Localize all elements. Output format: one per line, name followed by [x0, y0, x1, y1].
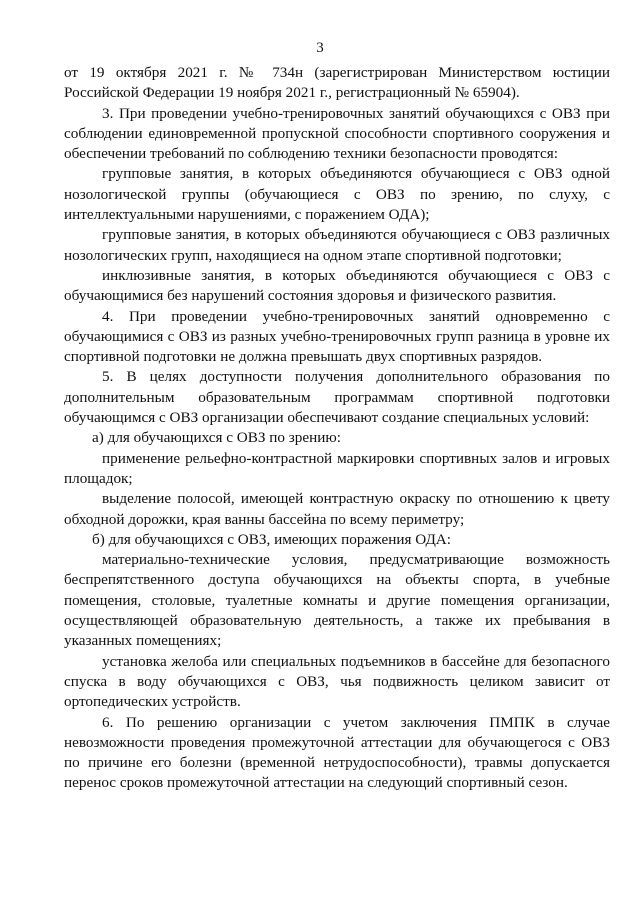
- paragraph-item-3: 3. При проведении учебно-тренировочных занятий обучающихся с ОВЗ при соблюдении единовременной пропускной способности спортивного сооружения и обеспечении требований по соблюдению техники безопасности проводятся:: [64, 104, 610, 163]
- paragraph-pool-lifts: установка желоба или специальных подъемников в бассейне для безопасного спуска в воду обучающихся с ОВЗ, чья подвижность целиком зависит от ортопедических устройств.: [64, 652, 610, 711]
- paragraph-contrast-strip: выделение полосой, имеющей контрастную окраску по отношению к цвету обходной дорожки, края ванны бассейна по всему периметру;: [64, 490, 610, 528]
- paragraph-item-5: 5. В целях доступности получения дополнительного образования по дополнительным образовательным программам спортивной подготовки обучающимся с ОВЗ организации обеспечивают создание специальных условий:: [64, 368, 610, 427]
- paragraph-subitem-b: б) для обучающихся с ОВЗ, имеющих поражения ОДА:: [92, 530, 451, 548]
- paragraph-group-different-nosology: групповые занятия, в которых объединяются обучающиеся с ОВЗ различных нозологических групп, находящиеся на одном этапе спортивной подготовки;: [64, 226, 610, 264]
- paragraph-material-conditions: материально-технические условия, предусматривающие возможность беспрепятственного доступа обучающихся на объекты спорта, в учебные помещения, столовые, туалетные комнаты и другие помещения организации, осуществляющей образовательную деятельность, а также их пребывания в указанных помещениях;: [64, 551, 610, 650]
- paragraph-subitem-a: а) для обучающихся с ОВЗ по зрению:: [92, 429, 341, 447]
- paragraph-group-same-nosology: групповые занятия, в которых объединяются обучающиеся с ОВЗ одной нозологической группы (обучающиеся с ОВЗ по зрению, по слуху, с интеллектуальными нарушениями, с поражением ОДА);: [64, 165, 610, 224]
- paragraph-item-6: 6. По решению организации с учетом заключения ПМПК в случае невозможности проведения промежуточной аттестации для обучающегося с ОВЗ по причине его болезни (временной нетрудоспособности), травмы допускается перенос сроков промежуточной аттестации на следующий спортивный сезон.: [64, 713, 610, 792]
- page-number: 3: [316, 40, 324, 56]
- paragraph-tactile-marking: применение рельефно-контрастной маркировки спортивных залов и игровых площадок;: [64, 449, 610, 487]
- paragraph-order-reference: от 19 октября 2021 г. № 734н (зарегистрирован Министерством юстиции Российской Федерации 19 ноября 2021 г., регистрационный № 65904).: [64, 64, 610, 102]
- paragraph-item-4: 4. При проведении учебно-тренировочных занятий одновременно с обучающимися с ОВЗ из разных учебно-тренировочных групп разница в уровне их спортивной подготовки не должна превышать двух спортивных разрядов.: [64, 307, 610, 366]
- paragraph-inclusive-sessions: инклюзивные занятия, в которых объединяются обучающиеся с ОВЗ с обучающимися без нарушений состояния здоровья и физического развития.: [64, 266, 610, 305]
- document-body: [64, 63, 610, 794]
